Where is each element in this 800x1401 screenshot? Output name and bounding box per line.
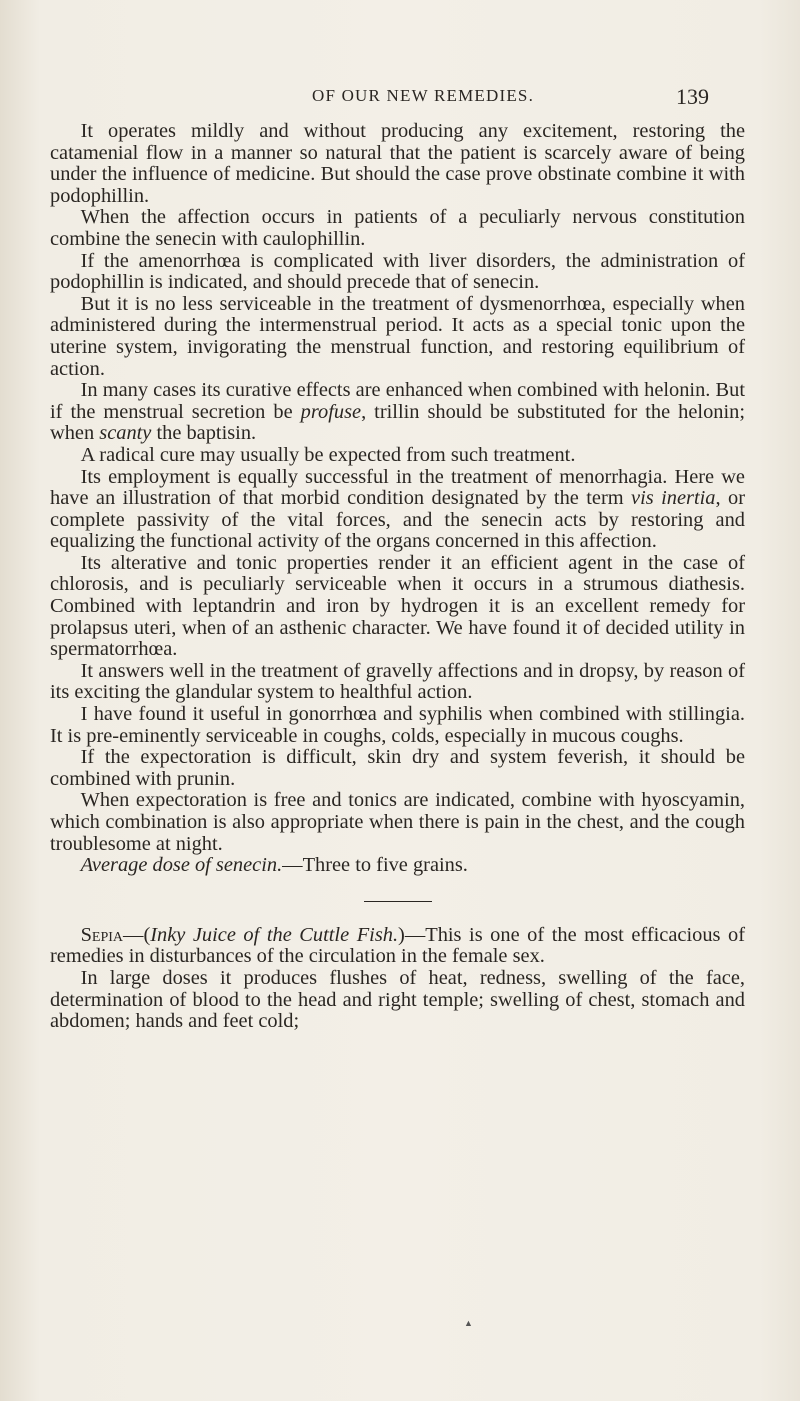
paragraph: Its alterative and tonic properties render it an efficient agent in the case of chlorosis, and is peculiarly serviceable when it occurs in a strumous diathesis. Combined with leptandrin and iron by hydrogen it is an excellent remedy for prolapsus uteri, when of an asthenic character. We have found it of decided utility in spermatorrhœa.: [50, 551, 745, 661]
paragraph: It operates mildly and without producing any excitement, restoring the catamenial flow in a manner so natural that the patient is scarcely aware of being under the influence of medicine. But should the case prove obstinate combine it with podophillin.: [50, 120, 745, 207]
text-run: the baptisin.: [151, 422, 257, 445]
text-run: —(: [123, 923, 151, 946]
page-header: [0, 86, 800, 116]
paragraph: A radical cure may usually be expected from such treatment.: [80, 443, 576, 466]
paragraph: When the affection occurs in patients of a peculiarly nervous constitution combine the senecin with caulophillin.: [50, 206, 745, 250]
text-run: —This is one of the most efficacious of remedies in disturbances of the circulation in the female sex.: [50, 923, 745, 968]
text-run: ): [398, 923, 405, 946]
italic-term: profuse: [300, 400, 362, 423]
page-number: 139: [676, 84, 709, 109]
paragraph: When expectoration is free and tonics are indicated, combine with hyoscyamin, which combination is also appropriate when there is pain in the chest, and the cough troublesome at night.: [50, 789, 745, 855]
paragraph: If the expectoration is difficult, skin dry and system feverish, it should be combined with prunin.: [50, 746, 745, 790]
paragraph: If the amenorrhœa is complicated with liver disorders, the administration of podophillin is indicated, and should precede that of senecin.: [50, 249, 745, 294]
dose-text: —Three to five grains.: [282, 854, 468, 877]
text-run: , or complete passivity of the vital forces, and the senecin acts by restoring and equalizing the functional activity of the organs concerned in this affection.: [50, 487, 746, 553]
text-run: , trillin should be substituted for the helonin; when: [50, 400, 745, 445]
paragraph: In large doses it produces flushes of heat, redness, swelling of the face, determination of blood to the head and right temple; swelling of chest, stomach and abdomen; hands and feet cold;: [50, 966, 745, 1033]
printer-mark: ▲: [464, 1318, 473, 1328]
paragraph: [50, 380, 745, 445]
dose-label: Average dose of senecin.: [80, 854, 283, 877]
text-run: Its employment is equally successful in the treatment of menorrhagia. Here we have an illustration of that morbid condition designated by the term: [50, 465, 745, 510]
italic-term: vis inertia: [631, 487, 716, 510]
sepia-name: Sepia: [80, 923, 124, 946]
text-run: In many cases its curative effects are enhanced when combined with helonin. But if the menstrual secretion be: [50, 379, 745, 423]
paragraph: It answers well in the treatment of gravelly affections and in dropsy, by reason of its exciting the glandular system to healthful action.: [50, 659, 745, 704]
paragraph: But it is no less serviceable in the treatment of dysmenorrhœa, especially when administered during the intermenstrual period. It acts as a special tonic upon the uterine system, invigorating the menstrual function, and restoring equilibrium of action.: [50, 292, 745, 380]
paragraph: [50, 467, 745, 553]
running-head: OF OUR NEW REMEDIES.: [312, 86, 535, 105]
paragraph: I have found it useful in gonorrhœa and syphilis when combined with stillingia. It is pre-eminently serviceable in coughs, colds, especially in mucous coughs.: [50, 703, 745, 747]
italic-term: scanty: [99, 422, 152, 445]
body-text: [50, 121, 745, 1033]
sepia-heading-paragraph: [50, 925, 745, 968]
dose-paragraph: [50, 855, 745, 877]
section-divider: [364, 901, 432, 902]
latin-name: Inky Juice of the Cuttle Fish.: [150, 923, 399, 946]
